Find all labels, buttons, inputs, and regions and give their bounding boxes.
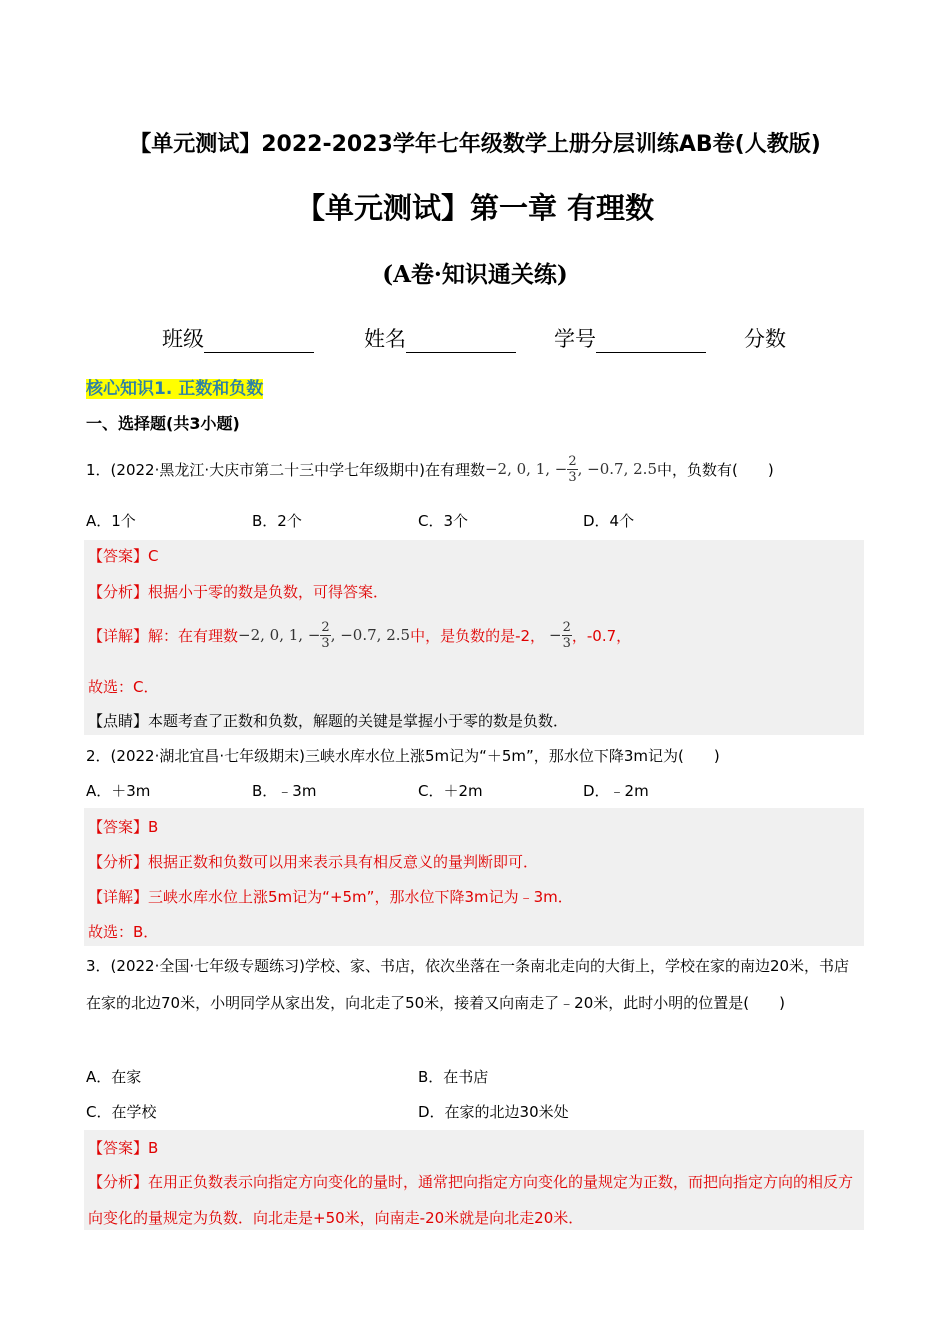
q2-option-b: B．﹣3m xyxy=(252,782,317,800)
id-field xyxy=(554,323,706,353)
id-label: 学号 xyxy=(554,327,596,351)
class-blank xyxy=(204,332,314,353)
q1-comment-line xyxy=(88,710,568,731)
q1-detail-fraction xyxy=(320,620,330,651)
q3-analysis-line xyxy=(88,1164,860,1236)
class-label: 班级 xyxy=(162,327,204,351)
question-2-stem: 2．(2022·湖北宜昌·七年级期末)三峡水库水位上涨5m记为“＋5m”，那水位下降3m记为( ) xyxy=(86,747,720,765)
q1-analysis-text: 根据小于零的数是负数，可得答案． xyxy=(148,583,389,601)
q1-analysis-tag: 【分析】 xyxy=(88,583,149,601)
q2-choose: 故选：B． xyxy=(88,923,159,941)
q1-option-d: D．4个 xyxy=(583,512,635,530)
id-blank xyxy=(596,332,706,353)
q1-detail-math-before: −2, 0, 1, − xyxy=(238,626,321,644)
q3-analysis-text: 在用正负数表示向指定方向变化的量时，通常把向指定方向变化的量规定为正数，而把向指定方向的相反方向变化的量规定为负数．向北走是+50米，向南走-20米就是向北走20米． xyxy=(88,1173,854,1227)
q2-option-c: C．＋2m xyxy=(418,782,483,800)
q3-option-b: B．在书店 xyxy=(418,1068,489,1086)
q1-answer-value: C xyxy=(148,547,159,565)
q2-answer-line xyxy=(88,816,158,837)
q1-detail-frac-den: 3 xyxy=(321,635,330,651)
section-title: 一、选择题(共3小题) xyxy=(86,414,240,433)
q2-option-a: A．＋3m xyxy=(86,782,151,800)
q2-analysis-text: 根据正数和负数可以用来表示具有相反意义的量判断即可． xyxy=(148,853,539,871)
paper-subtitle: (A卷·知识通关练) xyxy=(382,261,568,288)
question-1-stem xyxy=(86,448,774,490)
q1-detail-mid: 中，是负数的是-2， xyxy=(410,626,546,645)
q3-option-a: A．在家 xyxy=(86,1068,142,1086)
q1-detail-prefix: 解：在有理数 xyxy=(148,626,239,645)
q3-answer-tag: 【答案】 xyxy=(88,1139,149,1157)
q2-answer-tag: 【答案】 xyxy=(88,818,149,836)
q2-option-d: D．﹣2m xyxy=(583,782,649,800)
q1-math-after: , −0.7, 2.5 xyxy=(577,460,657,478)
chapter-title: 【单元测试】第一章 有理数 xyxy=(295,191,655,225)
q2-analysis-line xyxy=(88,851,538,872)
score-label: 分数 xyxy=(744,327,786,351)
q1-option-b: B．2个 xyxy=(252,512,302,530)
q3-option-c: C．在学校 xyxy=(86,1103,157,1121)
q2-detail-tag: 【详解】 xyxy=(88,888,149,906)
q2-analysis-tag: 【分析】 xyxy=(88,853,149,871)
q1-comment-tag: 【点睛】 xyxy=(88,712,149,730)
q2-answer-value: B xyxy=(148,818,159,836)
q3-answer-block xyxy=(84,1130,864,1230)
q1-detail-frac-num: 2 xyxy=(321,619,330,635)
q1-frac-den: 3 xyxy=(568,469,577,485)
q1-analysis-line xyxy=(88,581,388,602)
q1-detail-math-after: , −0.7, 2.5 xyxy=(330,626,411,644)
q3-answer-line xyxy=(88,1137,158,1158)
q1-detail-frac2-num: 2 xyxy=(562,619,571,635)
class-field xyxy=(162,323,314,353)
q1-answer-block xyxy=(84,540,864,735)
q3-option-d: D．在家的北边30米处 xyxy=(418,1103,569,1121)
question-3-stem: 3．(2022·全国·七年级专题练习)学校、家、书店，依次坐落在一条南北走向的大街上，学校在家的南边20米，书店在家的北边70米，小明同学从家出发，向北走了50米，接着又向南走了﹣20米，此时小明的位置是( ) xyxy=(86,957,850,1012)
q1-math-before: −2, 0, 1, − xyxy=(484,460,568,478)
q1-detail-line xyxy=(88,614,631,656)
score-field xyxy=(744,323,786,353)
series-title: 【单元测试】2022-2023学年七年级数学上册分层训练AB卷(人教版) xyxy=(129,132,821,157)
q2-detail-line xyxy=(88,886,573,907)
q1-fraction xyxy=(567,454,577,485)
q1-frac-num: 2 xyxy=(568,453,577,469)
q1-comment-text: 本题考查了正数和负数，解题的关键是掌握小于零的数是负数． xyxy=(148,712,569,730)
q2-answer-block xyxy=(84,808,864,946)
q1-detail-end: ，-0.7， xyxy=(571,626,632,645)
name-blank xyxy=(406,332,516,353)
knowledge-label: 核心知识1. 正数和负数 xyxy=(86,379,264,399)
q1-detail-fraction-2 xyxy=(562,620,572,651)
q1-choose: 故选：C． xyxy=(88,678,159,696)
q1-suffix: 中，负数有( ) xyxy=(657,460,774,479)
q1-option-c: C．3个 xyxy=(418,512,469,530)
q1-answer-line xyxy=(88,545,159,566)
q1-answer-tag: 【答案】 xyxy=(88,547,149,565)
name-field xyxy=(364,323,516,353)
name-label: 姓名 xyxy=(364,327,406,351)
q2-detail-text: 三峡水库水位上涨5m记为“+5m”，那水位下降3m记为﹣3m． xyxy=(148,888,573,906)
q3-analysis-tag: 【分析】 xyxy=(88,1173,149,1191)
q1-option-a: A．1个 xyxy=(86,512,136,530)
q1-prefix: 1．(2022·黑龙江·大庆市第二十三中学七年级期中)在有理数 xyxy=(86,460,485,479)
q1-detail-tag: 【详解】 xyxy=(88,626,149,645)
q1-detail-neg-sign: − xyxy=(549,626,562,644)
q1-detail-frac2-den: 3 xyxy=(562,635,571,651)
knowledge-heading xyxy=(86,374,263,399)
q3-answer-value: B xyxy=(148,1139,159,1157)
